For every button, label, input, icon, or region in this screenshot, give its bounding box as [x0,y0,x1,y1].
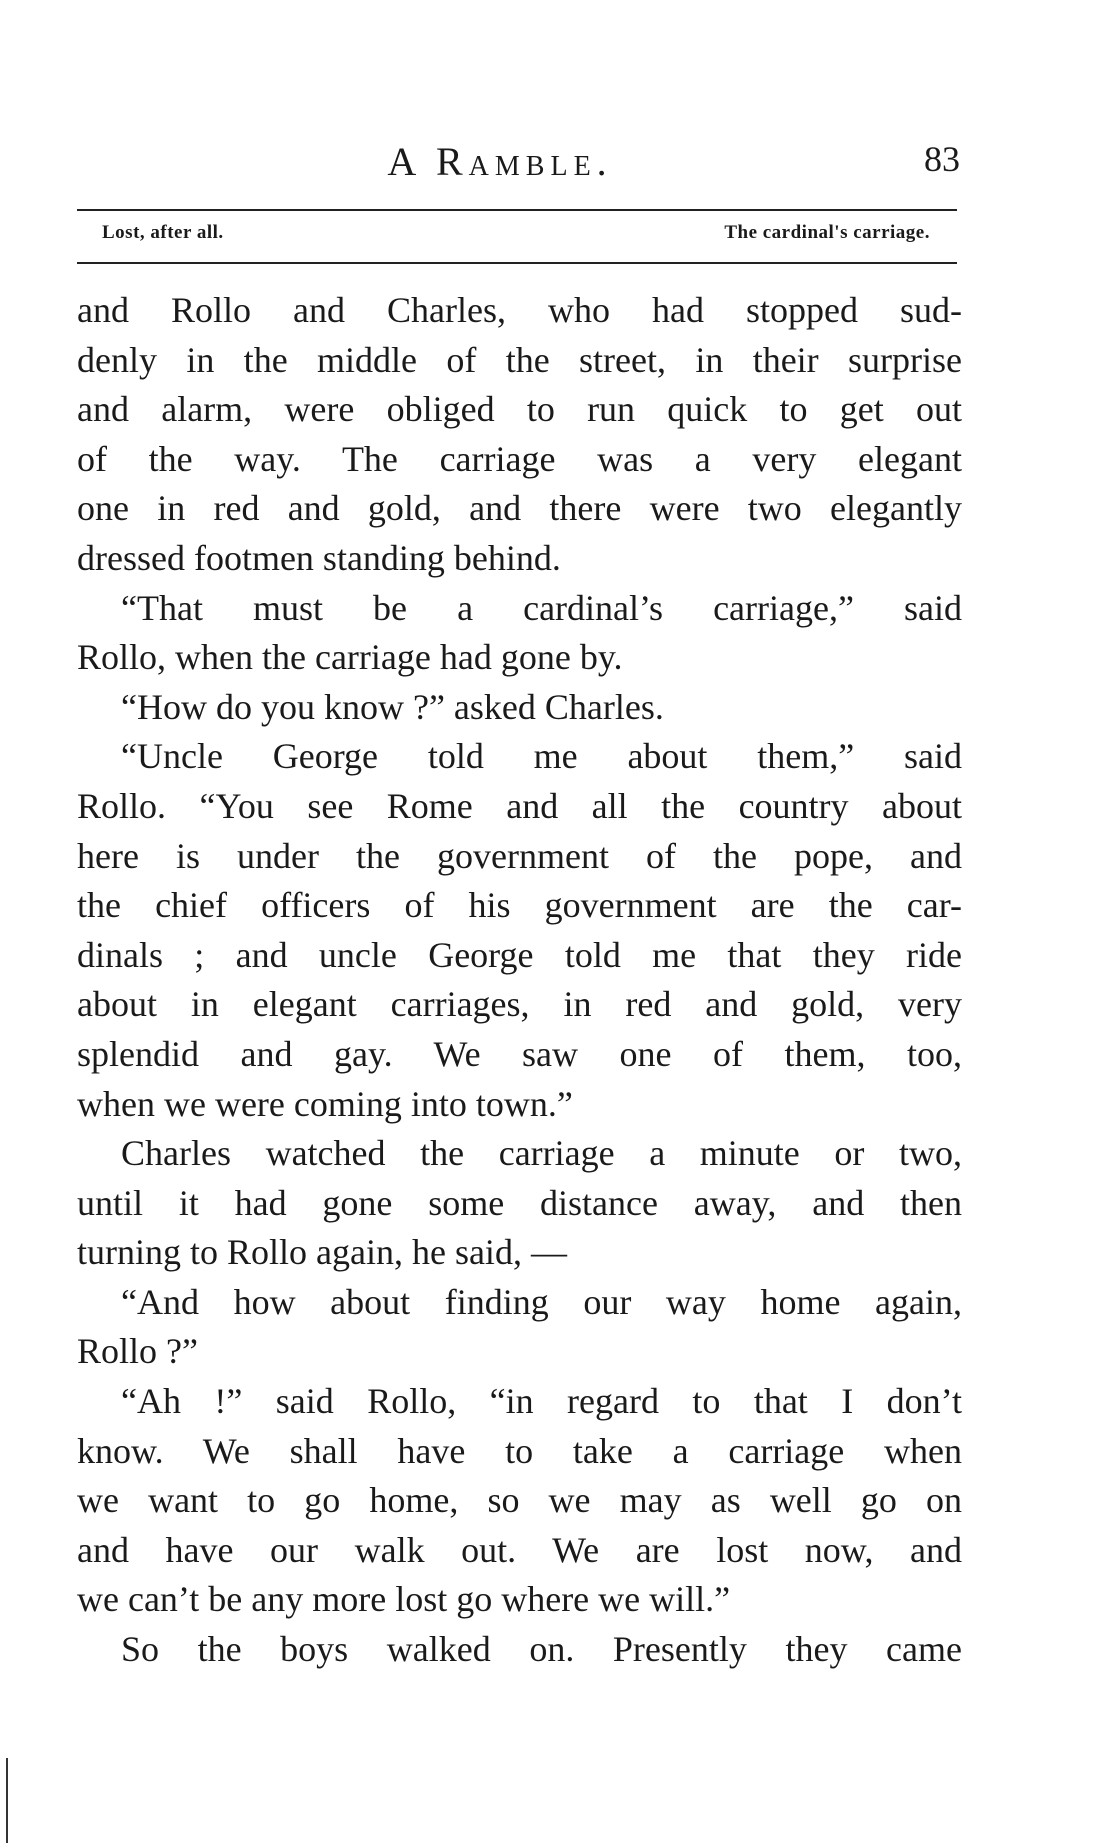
text-line: we can’t be any more lost go where we will.” [77,1579,731,1620]
text-line: and Rollo and Charles, who had stopped sud- [77,290,962,330]
text-line: and alarm, were obliged to run quick to get out [77,389,962,430]
text-line: Rollo, when the carriage had gone by. [77,637,623,678]
running-title: A Ramble. [387,139,613,184]
text-line: know. We shall have to take a carriage when [77,1430,962,1471]
text-line: “That must be a cardinal’s carriage,” said [121,587,962,628]
text-line: “And how about finding our way home again, [121,1281,962,1322]
text-line: here is under the government of the pope, and [77,835,962,876]
text-line: turning to Rollo again, he said, — [77,1232,567,1273]
text-line: So the boys walked on. Presently they came [121,1629,962,1670]
text-line: denly in the middle of the street, in their surprise [77,339,962,380]
text-line: one in red and gold, and there were two elegantly [77,488,962,529]
text-line: “Ah !” said Rollo, “in regard to that I don’t [121,1381,962,1422]
text-line: Rollo. “You see Rome and all the country about [77,785,962,826]
body-text [77,286,962,1675]
text-line: splendid and gay. We saw one of them, too, [77,1033,962,1074]
subheading-right: The cardinal's carriage. [724,222,930,243]
text-line: dinals ; and uncle George told me that they ride [77,934,962,975]
scan-edge-mark [6,1758,8,1843]
text-line: “Uncle George told me about them,” said [121,736,962,777]
text-line: Charles watched the carriage a minute or two, [121,1133,962,1174]
text-line: and have our walk out. We are lost now, and [77,1529,962,1570]
text-line: the chief officers of his government are the car- [77,885,962,926]
header-rule-bottom [77,262,957,264]
text-line: when we were coming into town.” [77,1083,573,1124]
text-line: about in elegant carriages, in red and gold, very [77,984,962,1025]
text-line: Rollo ?” [77,1331,198,1372]
header-rule-top [77,209,957,211]
text-line: “How do you know ?” asked Charles. [121,686,664,727]
text-line: until it had gone some distance away, and then [77,1182,962,1223]
page-number: 83 [924,139,960,179]
text-line: we want to go home, so we may as well go on [77,1480,962,1521]
text-line: of the way. The carriage was a very elegant [77,438,962,479]
text-line: dressed footmen standing behind. [77,537,561,578]
subheading-left: Lost, after all. [102,222,224,243]
